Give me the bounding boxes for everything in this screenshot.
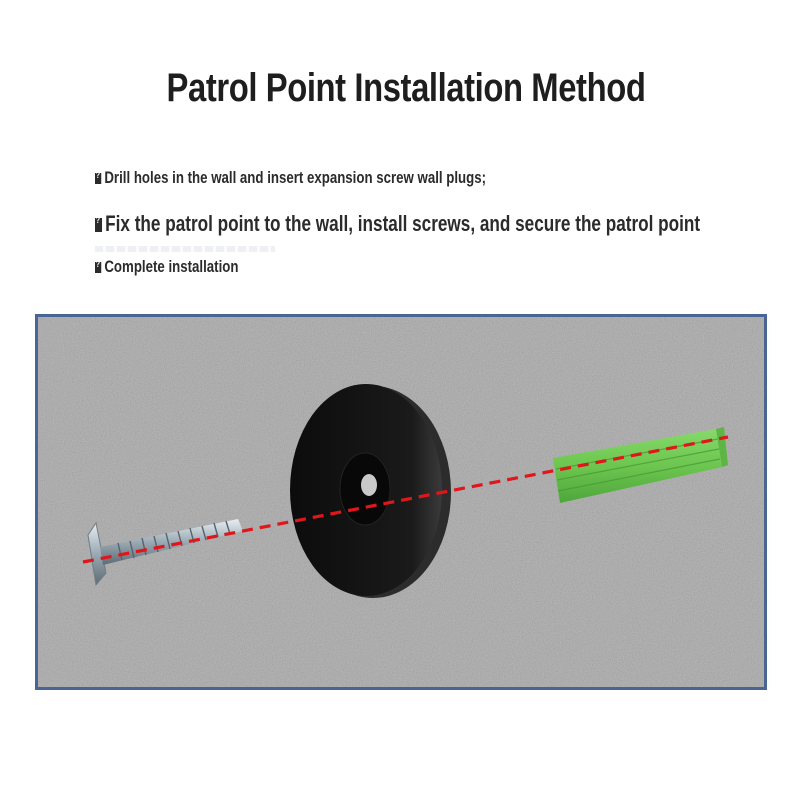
faded-text-artifact <box>95 246 275 252</box>
step-1 <box>95 168 486 188</box>
step-2-text: Fix the patrol point to the wall, install screws, and secure the patrol point <box>105 211 701 236</box>
installation-diagram <box>38 317 764 687</box>
step-marker-icon <box>95 173 101 184</box>
installation-illustration <box>35 314 767 690</box>
step-marker-icon <box>95 218 102 232</box>
patrol-point-disc-icon <box>290 384 451 598</box>
step-3 <box>95 257 238 277</box>
page-title: Patrol Point Installation Method <box>166 66 646 110</box>
step-2 <box>95 211 700 237</box>
step-3-text: Complete installation <box>104 257 239 276</box>
step-1-text: Drill holes in the wall and insert expansion screw wall plugs; <box>104 168 487 187</box>
step-marker-icon <box>95 262 101 273</box>
